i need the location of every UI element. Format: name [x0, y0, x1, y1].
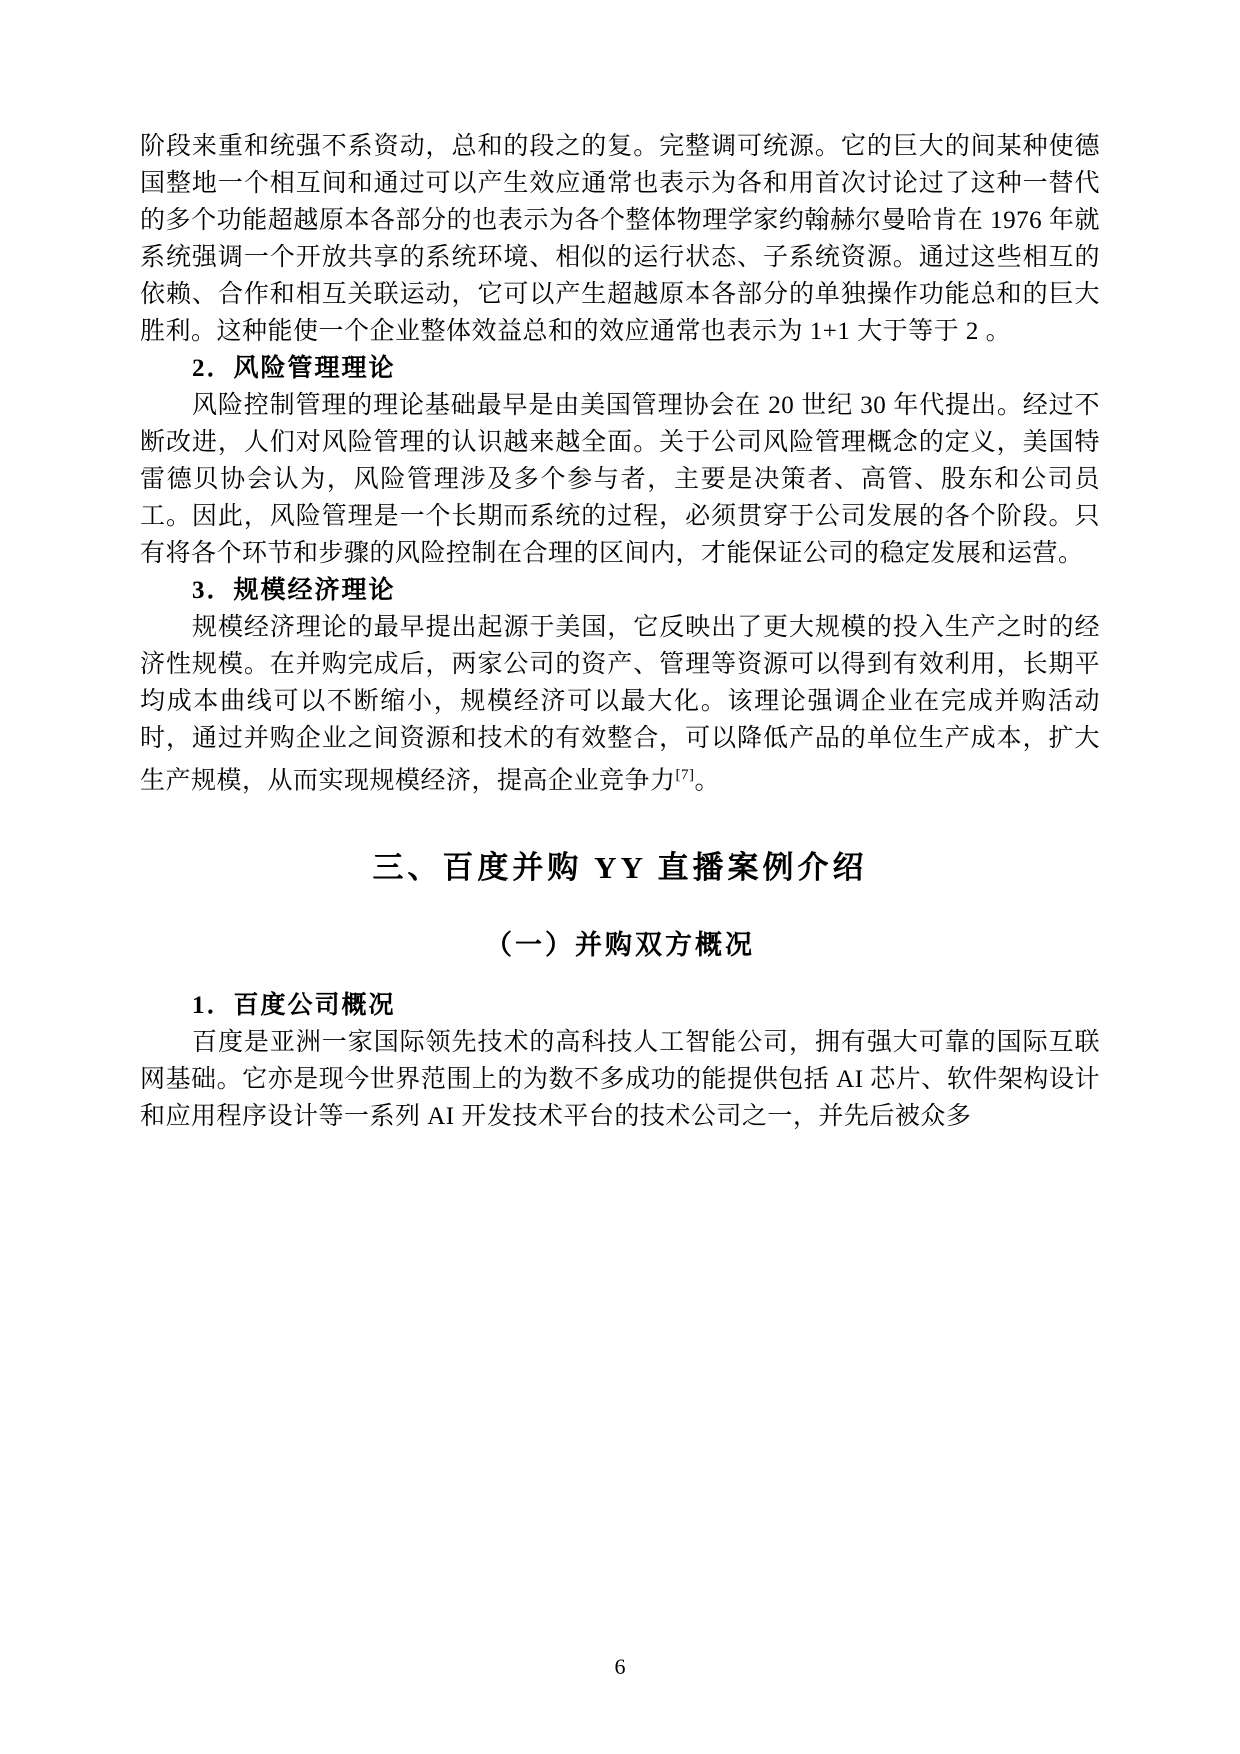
paragraph-synergy-theory-continued: 阶段来重和统强不系资动，总和的段之的复。完整调可统源。它的巨大的间某种使德国整地一个相互间和通过可以产生效应通常也表示为各和用首次讨论过了这种一替代的多个功能超越原本各部分的也表示为各个整体物理学家约翰赫尔曼哈肯在 1976 年就系统强调一个开放共享的系统环境、相似的运行状态、子系统资源。通过这些相互的依赖、合作和相互关联运动，它可以产生超越原本各部分的单独操作功能总和的巨大胜利。这种能使一个企业整体效益总和的效应通常也表示为 1+1 大于等于 2 。: [140, 133, 1100, 345]
paragraph-baidu-overview: 百度是亚洲一家国际领先技术的高科技人工智能公司，拥有强大可靠的国际互联网基础。它亦是现今世界范围上的为数不多成功的能提供包括 AI 芯片、软件架构设计和应用程序设计等一系列 AI 开发技术平台的技术公司之一，并先后被众多: [140, 1029, 1100, 1131]
subheading-scale-economy-theory: 3．规模经济理论: [192, 577, 396, 604]
page-content: [140, 128, 1100, 1135]
paragraph-risk-management-theory: 风险控制管理的理论基础最早是由美国管理协会在 20 世纪 30 年代提出。经过不断改进，人们对风险管理的认识越来越全面。关于公司风险管理概念的定义，美国特雷德贝协会认为，风险管理涉及多个参与者，主要是决策者、高管、股东和公司员工。因此，风险管理是一个长期而系统的过程，必须贯穿于公司发展的各个阶段。只有将各个环节和步骤的风险控制在合理的区间内，才能保证公司的稳定发展和运营。: [140, 392, 1100, 567]
spacer-before-section: [140, 799, 1100, 845]
subheading-baidu-overview: 1．百度公司概况: [192, 992, 396, 1020]
spacer-after-section: [140, 891, 1100, 925]
subsection-heading-parties-overview: （一）并购双方概况: [485, 930, 755, 961]
section-heading-case-introduction: 三、百度并购 YY 直播案例介绍: [372, 850, 868, 886]
footnote-reference-7: [7]: [675, 767, 695, 783]
page-number: 6: [614, 1654, 626, 1679]
paragraph-scale-economy-text: 规模经济理论的最早提出起源于美国，它反映出了更大规模的投入生产之时的经济性规模。在并购完成后，两家公司的资产、管理等资源可以得到有效利用，长期平均成本曲线可以不断缩小，规模经济可以最大化。该理论强调企业在完成并购活动时，通过并购企业之间资源和技术的有效整合，可以降低产品的单位生产成本，扩大生产规模，从而实现规模经济，提高企业竞争力: [140, 614, 1100, 795]
subheading-risk-management-theory: 2．风险管理理论: [192, 355, 396, 382]
paragraph-scale-economy-theory: [140, 609, 1100, 799]
paragraph-scale-economy-tail: 。: [694, 767, 721, 795]
spacer-after-subsection: [140, 965, 1100, 987]
